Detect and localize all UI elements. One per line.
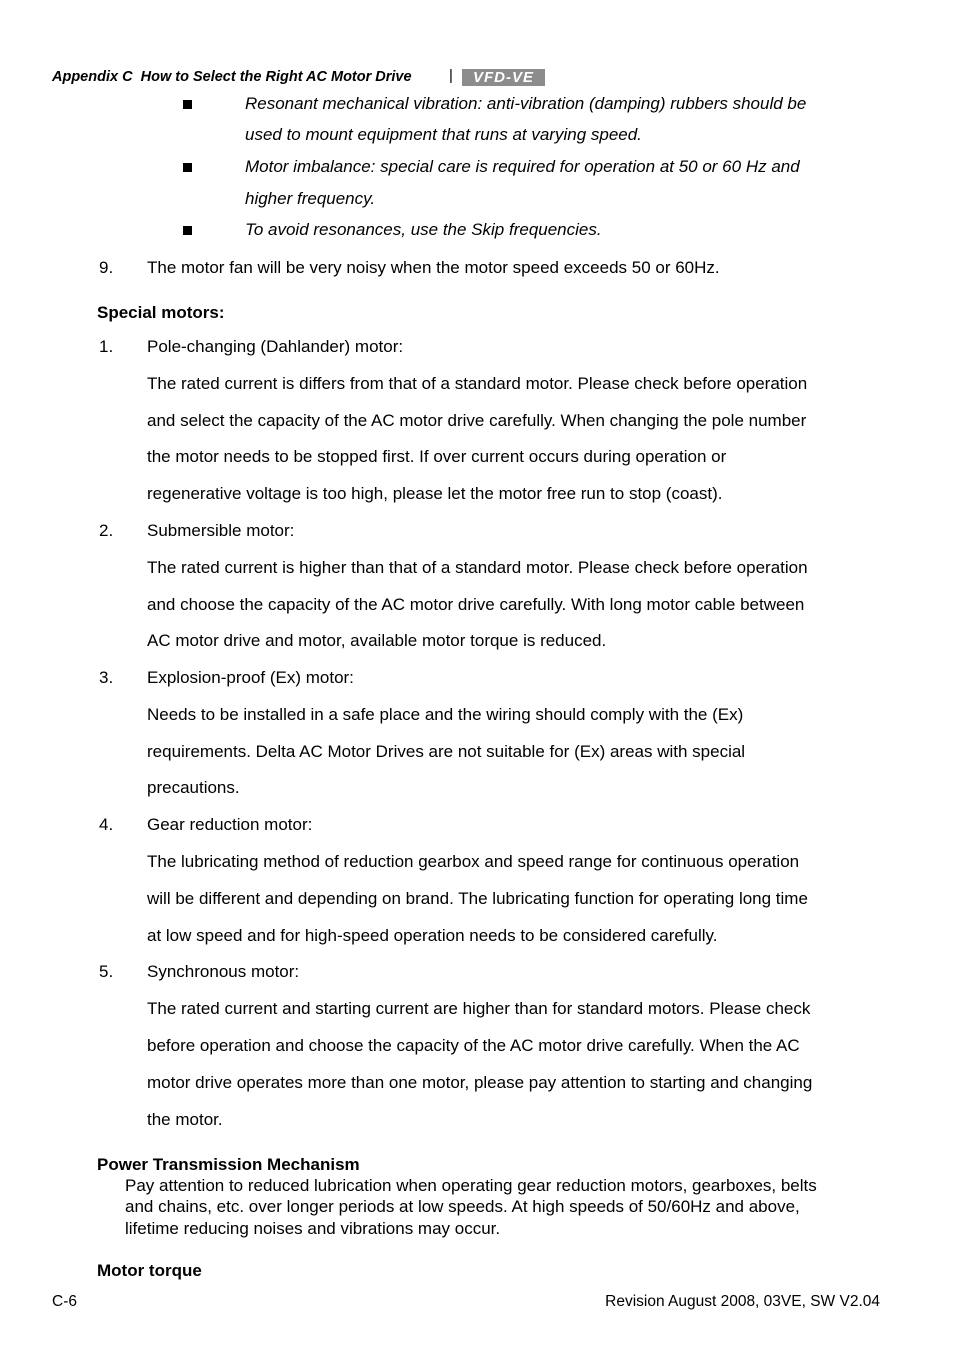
list-number: 9. [99, 258, 114, 277]
header-separator: | [449, 67, 453, 84]
list-number: 2. [99, 521, 114, 540]
paragraph-line: AC motor drive and motor, available motor torque is reduced. [147, 631, 607, 650]
paragraph-line: lifetime reducing noises and vibrations may occur. [125, 1219, 501, 1238]
list-number: 4. [99, 815, 114, 834]
section-heading-motor-torque: Motor torque [97, 1261, 202, 1280]
running-header-title: Appendix C How to Select the Right AC Motor Drive [52, 69, 412, 85]
list-item-title: Pole-changing (Dahlander) motor: [147, 337, 404, 356]
paragraph-line: motor drive operates more than one motor, please pay attention to starting and changing [147, 1073, 813, 1092]
paragraph-line: Pay attention to reduced lubrication when operating gear reduction motors, gearboxes, belts [125, 1176, 817, 1195]
list-item-title: Submersible motor: [147, 521, 295, 540]
bullet-square-icon [183, 100, 192, 109]
list-item-title: Synchronous motor: [147, 962, 300, 981]
paragraph-line: The rated current and starting current are higher than for standard motors. Please check [147, 999, 811, 1018]
list-number: 3. [99, 668, 114, 687]
paragraph-line: Needs to be installed in a safe place and the wiring should comply with the (Ex) [147, 705, 744, 724]
paragraph-line: The lubricating method of reduction gearbox and speed range for continuous operation [147, 852, 800, 871]
revision-note: Revision August 2008, 03VE, SW V2.04 [605, 1293, 880, 1310]
bullet-square-icon [183, 163, 192, 172]
paragraph-line: and choose the capacity of the AC motor drive carefully. With long motor cable between [147, 595, 805, 614]
bullet-line: Motor imbalance: special care is required for operation at 50 or 60 Hz and [245, 157, 800, 176]
bullet-square-icon [183, 226, 192, 235]
bullet-line: Resonant mechanical vibration: anti-vibration (damping) rubbers should be [245, 94, 807, 113]
paragraph-line: precautions. [147, 778, 240, 797]
paragraph-line: at low speed and for high-speed operation needs to be considered carefully. [147, 926, 718, 945]
paragraph-line: will be different and depending on brand. The lubricating function for operating long time [147, 889, 808, 908]
paragraph-line: The rated current is higher than that of a standard motor. Please check before operation [147, 558, 808, 577]
list-number: 1. [99, 337, 114, 356]
paragraph-line: before operation and choose the capacity of the AC motor drive carefully. When the AC [147, 1036, 800, 1055]
paragraph-line: the motor needs to be stopped first. If over current occurs during operation or [147, 447, 727, 466]
bullet-line: To avoid resonances, use the Skip frequencies. [245, 220, 602, 239]
list-item-title: Explosion-proof (Ex) motor: [147, 668, 354, 687]
section-heading-power-transmission: Power Transmission Mechanism [97, 1155, 360, 1174]
list-item-title: Gear reduction motor: [147, 815, 313, 834]
page-number: C-6 [52, 1293, 77, 1310]
paragraph-line: and select the capacity of the AC motor drive carefully. When changing the pole number [147, 411, 807, 430]
list-item-text: The motor fan will be very noisy when the motor speed exceeds 50 or 60Hz. [147, 258, 720, 277]
vfd-ve-logo: VFD-VE [462, 69, 545, 86]
paragraph-line: the motor. [147, 1110, 223, 1129]
list-number: 5. [99, 962, 114, 981]
paragraph-line: regenerative voltage is too high, please let the motor free run to stop (coast). [147, 484, 723, 503]
section-heading-special-motors: Special motors: [97, 303, 225, 322]
paragraph-line: The rated current is differs from that of a standard motor. Please check before operation [147, 374, 808, 393]
paragraph-line: and chains, etc. over longer periods at low speeds. At high speeds of 50/60Hz and above, [125, 1197, 800, 1216]
bullet-line: used to mount equipment that runs at varying speed. [245, 125, 642, 144]
paragraph-line: requirements. Delta AC Motor Drives are not suitable for (Ex) areas with special [147, 742, 746, 761]
bullet-line: higher frequency. [245, 189, 376, 208]
